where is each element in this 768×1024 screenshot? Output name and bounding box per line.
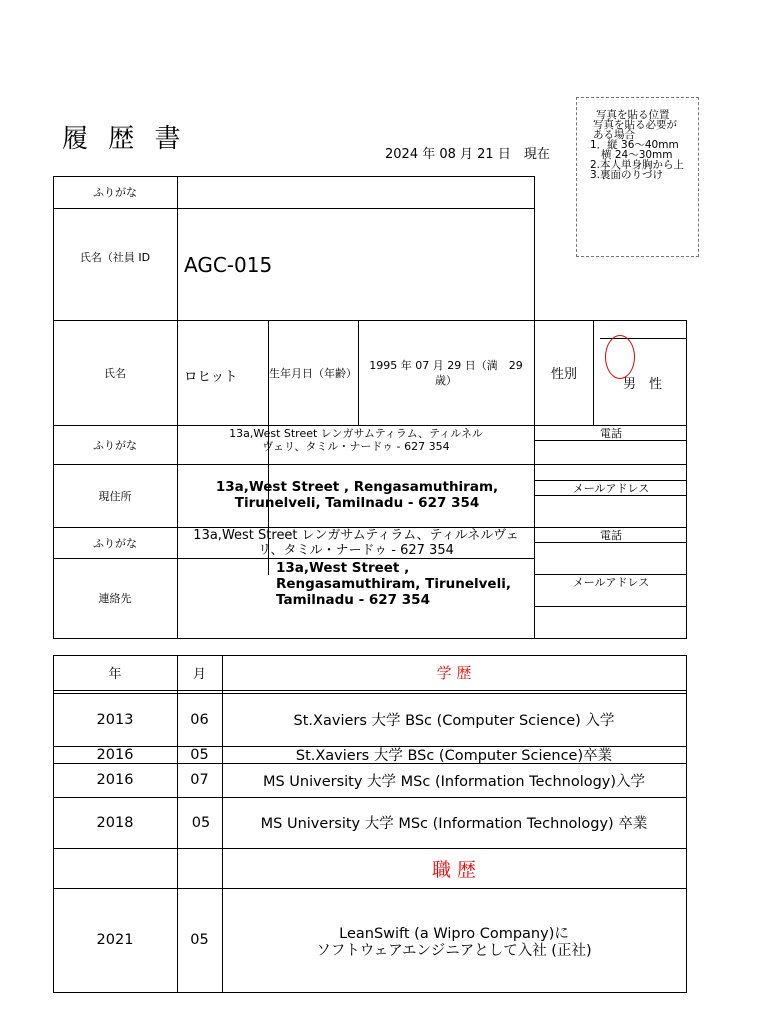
contact-label: 連絡先 bbox=[98, 592, 132, 605]
phone-label: 電話 bbox=[600, 426, 622, 440]
birthdate-label: 生年月日（年齢） bbox=[269, 366, 357, 380]
email-label: メールアドレス bbox=[572, 481, 650, 495]
gender-label: 性別 bbox=[550, 367, 577, 382]
birthdate-value: 1995 年 07 月 29 日（満 29 歳） bbox=[369, 358, 523, 387]
education-row-year: 2018 bbox=[96, 814, 134, 831]
employee-id-label: 氏名（社員 ID bbox=[79, 251, 151, 264]
employee-id-value: AGC-015 bbox=[184, 253, 273, 277]
education-row-year: 2016 bbox=[96, 746, 134, 763]
address-label: 現住所 bbox=[98, 489, 132, 503]
document-title: 履 歴 書 bbox=[62, 124, 187, 154]
address-furigana-value: 13a,West Street レンガサムティラム、ティルネルヴェリ、タミル・ナードゥ - 627 354 bbox=[229, 427, 483, 453]
document-date: 2024 年 08 月 21 日 現在 bbox=[385, 147, 550, 162]
email2-label: メールアドレス bbox=[572, 575, 650, 589]
photo-instruction-line: 1．縦 36～40mm bbox=[590, 139, 679, 151]
education-row-year: 2013 bbox=[96, 711, 134, 728]
education-row-text: St.Xaviers 大学 BSc (Computer Science) 入学 bbox=[293, 713, 615, 729]
name-value: ロヒット bbox=[184, 369, 238, 385]
gender-value: 男 性 bbox=[623, 377, 663, 392]
photo-placeholder bbox=[576, 97, 699, 257]
education-row-text: MS University 大学 MSc (Information Technology)入学 bbox=[262, 773, 646, 790]
photo-instruction-line: 写真を貼る位置 bbox=[596, 109, 670, 121]
contact-furigana-value: 13a,West Street レンガサムティラム、ティルネルヴェリ、タミル・ナードゥ - 627 354 bbox=[193, 527, 519, 558]
address-value: 13a,West Street , Rengasamuthiram, Tirunelveli, Tamilnadu - 627 354 bbox=[215, 479, 499, 511]
phone2-label: 電話 bbox=[600, 528, 622, 542]
work-row-month: 05 bbox=[190, 932, 209, 948]
education-row-month: 07 bbox=[190, 772, 209, 788]
contact-furigana-label: ふりがな bbox=[93, 536, 137, 550]
photo-instruction-line: 2.本人単身胸から上 bbox=[590, 159, 685, 171]
photo-instruction-line: 横 24～30mm bbox=[601, 149, 673, 161]
work-row-text-line1: LeanSwift (a Wipro Company)に bbox=[339, 926, 569, 942]
col-month-header: 月 bbox=[192, 667, 206, 682]
address-furigana-label: ふりがな bbox=[93, 438, 137, 452]
contact-value: 13a,West Street , Rengasamuthiram, Tirunelveli, Tamilnadu - 627 354 bbox=[276, 560, 511, 608]
education-row-text: MS University 大学 MSc (Information Technology) 卒業 bbox=[260, 816, 648, 832]
photo-instruction-line: ある場合 bbox=[593, 129, 635, 141]
col-year-header: 年 bbox=[108, 667, 122, 682]
photo-instruction-line: 3.裏面のりづけ bbox=[590, 169, 664, 181]
education-row-month: 06 bbox=[190, 711, 209, 728]
furigana-label: ふりがな bbox=[93, 186, 137, 199]
work-heading: 職 歴 bbox=[431, 858, 477, 881]
education-heading: 学 歴 bbox=[436, 664, 472, 682]
education-row-year: 2016 bbox=[96, 772, 134, 788]
photo-instruction-line: 写真を貼る必要が bbox=[593, 119, 677, 131]
work-row-text-line2: ソフトウェアエンジニアとして入社 (正社) bbox=[316, 943, 592, 959]
education-row-text: St.Xaviers 大学 BSc (Computer Science)卒業 bbox=[295, 748, 613, 764]
education-row-month: 05 bbox=[190, 746, 209, 763]
education-row-month: 05 bbox=[191, 814, 211, 831]
name-label: 氏名 bbox=[104, 366, 126, 380]
work-row-year: 2021 bbox=[96, 932, 134, 948]
